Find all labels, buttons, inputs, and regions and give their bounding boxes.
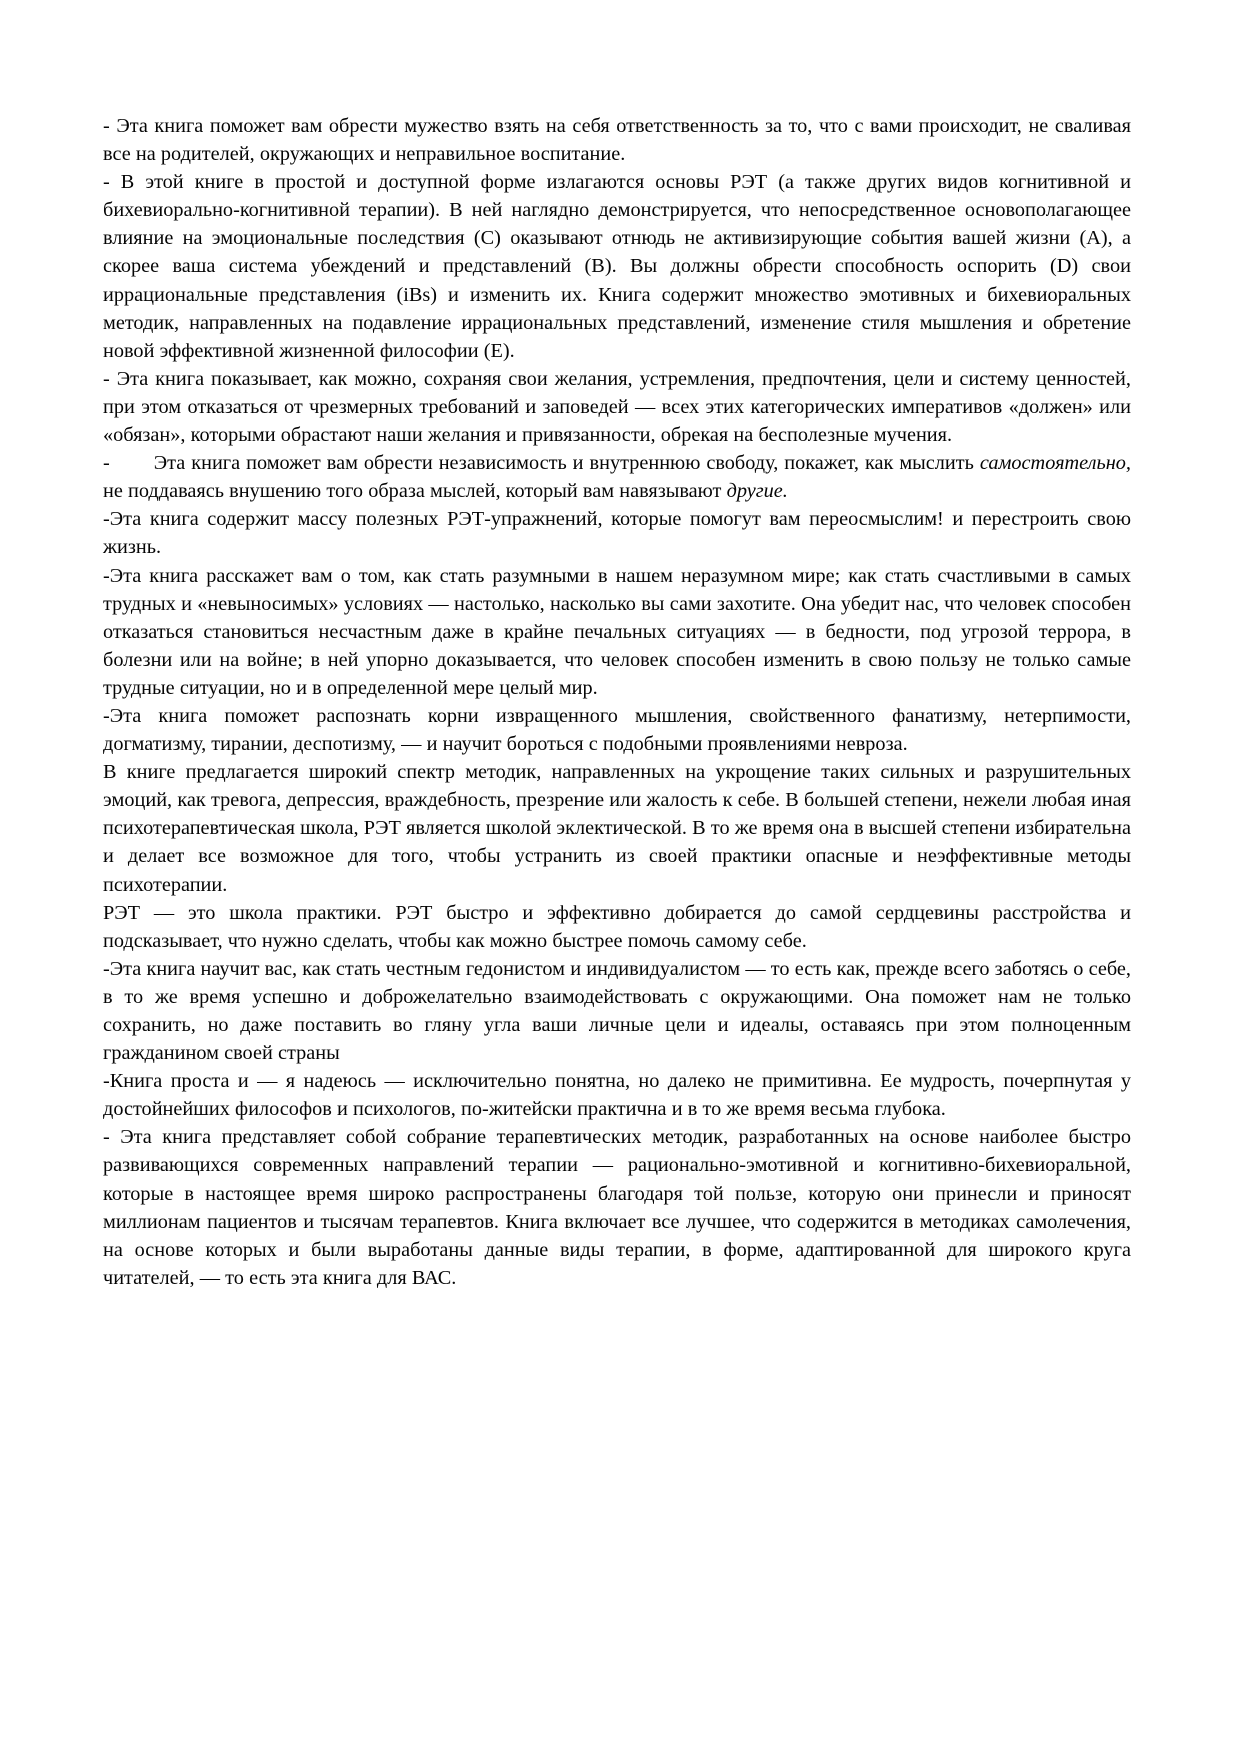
paragraph-4 [103,449,1131,505]
paragraph-2: - В этой книге в простой и доступной форме излагаются основы РЭТ (а также других видов когнитивной и бихевиорально-когнитивной терапии). В ней наглядно демонстрируется, что непосредственное основополагающее влияние на эмоциональные последствия (C) оказывают отнюдь не активизирующие события вашей жизни (A), а скорее ваша система убеждений и представлений (B). Вы должны обрести способность оспорить (D) свои иррациональные представления (iBs) и изменить их. Книга содержит множество эмотивных и бихевиоральных методик, направленных на подавление иррациональных представлений, изменение стиля мышления и обретение новой эффективной жизненной философии (E). [103,171,1131,362]
paragraph-9: РЭТ — это школа практики. РЭТ быстро и эффективно добирается до самой сердцевины расстройства и подсказывает, что нужно сделать, чтобы как можно быстрее помочь самому себе. [103,901,1131,952]
paragraph-10: -Эта книга научит вас, как стать честным гедонистом и индивидуалистом — то есть как, прежде всего заботясь о себе, в то же время успешно и доброжелательно взаимодействовать с окружающими. Она поможет нам не только сохранить, но даже поставить во гляну угла ваши личные цели и идеалы, оставаясь при этом полноценным гражданином своей страны [103,957,1131,1065]
paragraph-4-italic-samostoyatelno: самостоятельно, [979,452,1131,475]
paragraph-5: -Эта книга содержит массу полезных РЭТ-упражнений, которые помогут вам переосмыслим! и перестроить свою жизнь. [103,508,1131,559]
body-text-column [103,112,1131,1292]
paragraph-1: - Эта книга поможет вам обрести мужество взять на себя ответственность за то, что с вами происходит, не сваливая все на родителей, окружающих и неправильное воспитание. [103,115,1131,166]
paragraph-7: -Эта книга поможет распознать корни извращенного мышления, свойственного фанатизму, нетерпимости, догматизму, тирании, деспотизму, — и научит бороться с подобными проявлениями невроза. [103,704,1131,756]
paragraph-4-segment-1: Эта книга поможет вам обрести независимость и внутреннюю свободу, покажет, как мыслить [153,452,980,475]
paragraph-6: -Эта книга расскажет вам о том, как стать разумными в нашем неразумном мире; как стать счастливыми в самых трудных и «невыносимых» условиях — настолько, насколько вы сами захотите. Она убедит нас, что человек способен отказаться становиться несчастным даже в крайне печальных ситуациях — в бедности, под угрозой террора, в болезни или на войне; в ней упорно доказывается, что человек способен изменить в свою пользу не только самые трудные ситуации, но и в определенной мере целый мир. [103,564,1131,699]
paragraph-4-italic-drugie: другие. [726,480,788,503]
paragraph-4-segment-2: не поддаваясь внушению того образа мыслей, который вам навязывают [103,480,727,503]
paragraph-8: В книге предлагается широкий спектр методик, направленных на укрощение таких сильных и разрушительных эмоций, как тревога, депрессия, враждебность, презрение или жалость к себе. В большей степени, нежели любая иная психотерапевтическая школа, РЭТ является школой эклектической. В то же время она в высшей степени избирательна и делает все возможное для того, чтобы устранить из своей практики опасные и неэффективные методы психотерапии. [103,761,1131,896]
paragraph-12: - Эта книга представляет собой собрание терапевтических методик, разработанных на основе наиболее быстро развивающихся современных направлений терапии — рационально-эмотивной и когнитивно-бихевиоральной, которые в настоящее время широко распространены благодаря той пользе, которую они принесли и приносят миллионам пациентов и тысячам терапевтов. Книга включает все лучшее, что содержится в методиках самолечения, на основе которых и были выработаны данные виды терапии, в форме, адаптированной для широкого круга читателей, — то есть эта книга для ВАС. [103,1126,1131,1289]
paragraph-4-marker: - [103,452,110,475]
paragraph-3: - Эта книга показывает, как можно, сохраняя свои желания, устремления, предпочтения, цели и систему ценностей, при этом отказаться от чрезмерных требований и заповедей — всех этих категорических императивов «должен» или «обязан», которыми обрастают наши желания и привязанности, обрекая на бесполезные мучения. [103,367,1131,447]
paragraph-11: -Книга проста и — я надеюсь — исключительно понятна, но далеко не примитивна. Ее мудрость, почерпнутая у достойнейших философов и психологов, по-житейски практична и в то же время весьма глубока. [103,1070,1131,1121]
